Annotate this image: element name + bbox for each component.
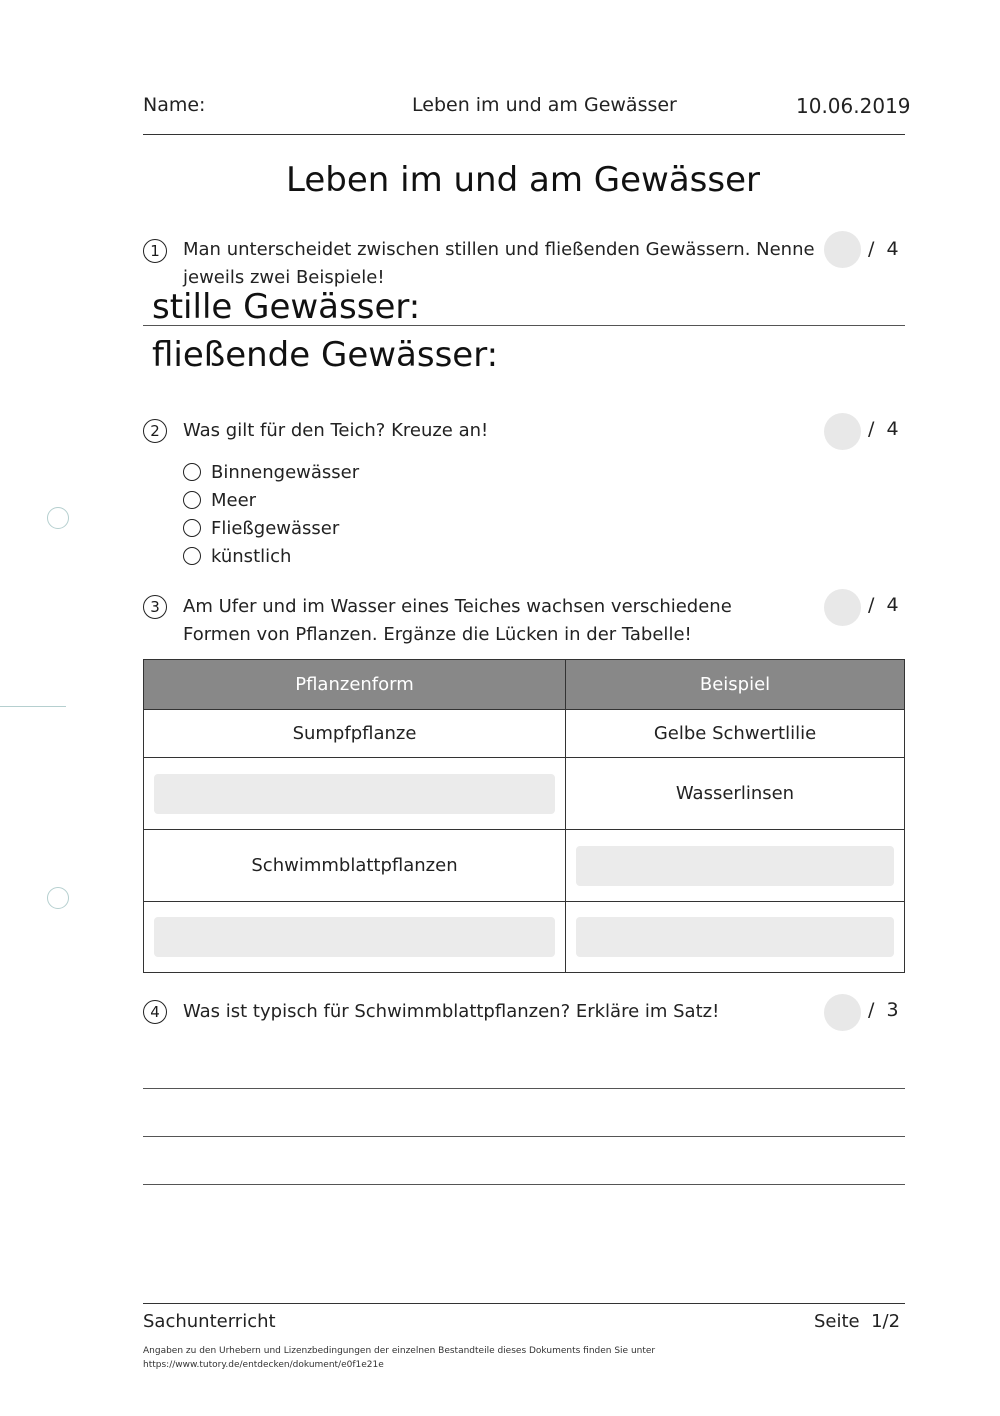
header-date: 10.06.2019 <box>796 94 911 118</box>
answer-label-still-waters: stille Gewässer: <box>152 287 421 327</box>
table-header-plant-form: Pflanzenform <box>144 660 566 710</box>
table-row <box>144 902 905 973</box>
answer-line-1[interactable] <box>143 325 905 326</box>
radio-circle-icon[interactable] <box>183 519 201 537</box>
page-title: Leben im und am Gewässer <box>286 160 760 200</box>
punch-hole-mark-top <box>47 507 69 529</box>
table-cell: Schwimmblattpflanzen <box>144 830 566 902</box>
table-row <box>144 830 905 902</box>
table-cell-blank <box>566 902 905 973</box>
table-cell-blank <box>144 758 566 830</box>
question-3-number: 3 <box>143 595 167 619</box>
question-3-max-score: / 4 <box>868 594 899 616</box>
table-cell-blank <box>566 830 905 902</box>
question-4-score-field[interactable] <box>824 994 861 1031</box>
radio-circle-icon[interactable] <box>183 463 201 481</box>
question-1-score-field[interactable] <box>824 231 861 268</box>
question-2-max-score: / 4 <box>868 418 899 440</box>
table-row <box>144 758 905 830</box>
option-binnengewaesser[interactable]: Binnengewässer <box>183 461 359 485</box>
table-row <box>144 710 905 758</box>
answer-line[interactable] <box>143 1184 905 1185</box>
fill-in-field[interactable] <box>576 917 894 957</box>
question-3-score-field[interactable] <box>824 589 861 626</box>
header-title: Leben im und am Gewässer <box>412 94 677 116</box>
footer-divider <box>143 1303 905 1304</box>
fill-in-field[interactable] <box>154 774 555 814</box>
footer-page-number: Seite 1/2 <box>814 1311 901 1332</box>
punch-hole-mark-bottom <box>47 887 69 909</box>
answer-line[interactable] <box>143 1136 905 1137</box>
license-note: Angaben zu den Urhebern und Lizenzbedingungen der einzelnen Bestandteile dieses Dokuments finden Sie unter <box>143 1346 656 1356</box>
answer-line[interactable] <box>143 1088 905 1089</box>
table-cell: Gelbe Schwertlilie <box>566 710 905 758</box>
fill-in-field[interactable] <box>154 917 555 957</box>
question-4-text: Was ist typisch für Schwimmblattpflanzen? Erkläre im Satz! <box>183 1001 720 1022</box>
table-cell: Sumpfpflanze <box>144 710 566 758</box>
answer-label-flowing-waters: fließende Gewässer: <box>152 335 499 375</box>
table-header-row <box>144 660 905 710</box>
license-link[interactable]: https://www.tutory.de/entdecken/dokument/e0f1e21e <box>143 1360 384 1370</box>
question-2-number: 2 <box>143 419 167 443</box>
option-fliessgewaesser[interactable]: Fließgewässer <box>183 517 339 541</box>
question-1-number: 1 <box>143 239 167 263</box>
question-4-number: 4 <box>143 1000 167 1024</box>
table-cell-blank <box>144 902 566 973</box>
question-2-text: Was gilt für den Teich? Kreuze an! <box>183 420 489 441</box>
footer-subject: Sachunterricht <box>143 1311 276 1332</box>
question-1-max-score: / 4 <box>868 238 899 260</box>
table-cell: Wasserlinsen <box>566 758 905 830</box>
table-header-example: Beispiel <box>566 660 905 710</box>
fold-mark <box>0 706 66 707</box>
header-divider <box>143 134 905 135</box>
question-2-score-field[interactable] <box>824 413 861 450</box>
option-meer[interactable]: Meer <box>183 489 256 513</box>
radio-circle-icon[interactable] <box>183 491 201 509</box>
name-label: Name: <box>143 94 206 116</box>
question-3-text: Am Ufer und im Wasser eines Teiches wachsen verschiedene Formen von Pflanzen. Ergänze die Lücken in der Tabelle! <box>183 596 732 645</box>
plant-table <box>143 659 905 973</box>
question-4-max-score: / 3 <box>868 999 899 1021</box>
fill-in-field[interactable] <box>576 846 894 886</box>
question-1-text: Man unterscheidet zwischen stillen und fließenden Gewässern. Nenne jeweils zwei Beispiele! <box>183 239 815 288</box>
radio-circle-icon[interactable] <box>183 547 201 565</box>
option-kuenstlich[interactable]: künstlich <box>183 545 291 569</box>
